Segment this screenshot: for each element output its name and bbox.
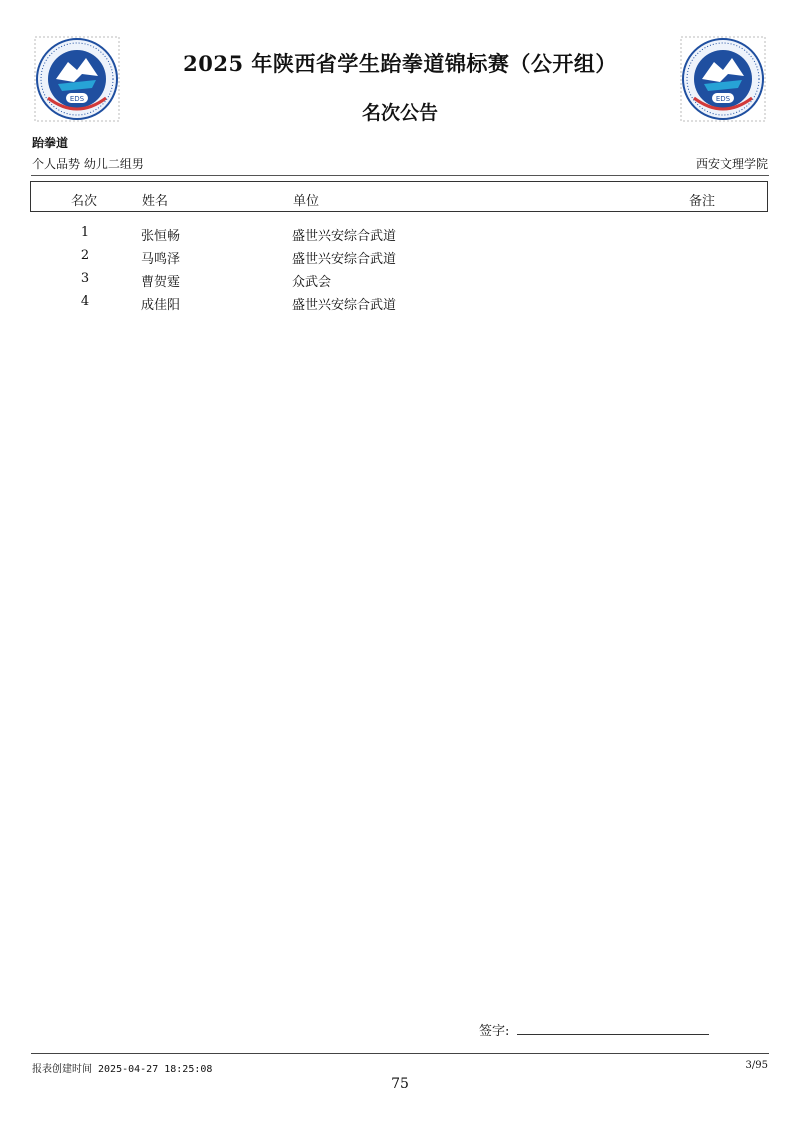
unit-cell: 众武会 <box>292 275 332 290</box>
page-number: 75 <box>391 1076 409 1092</box>
rank-cell: 2 <box>80 248 90 263</box>
event-label: 个人品势 幼儿二组男 <box>32 157 144 171</box>
unit-cell: 盛世兴安综合武道 <box>292 229 397 244</box>
name-cell: 曹贺霆 <box>141 275 181 290</box>
rank-cell: 1 <box>80 225 90 240</box>
page-info: 3/95 <box>745 1060 768 1071</box>
name-cell: 张恒畅 <box>141 229 181 244</box>
table-row <box>30 248 768 268</box>
sport-label: 跆拳道 <box>32 136 69 150</box>
report-created-time: 报表创建时间 2025-04-27 18:25:08 <box>32 1064 213 1075</box>
unit-cell: 盛世兴安综合武道 <box>292 298 397 313</box>
svg-text:EDS: EDS <box>715 95 731 103</box>
header-unit: 单位 <box>293 194 320 209</box>
header-remark: 备注 <box>689 194 716 209</box>
signature-label: 签字: <box>479 1024 510 1039</box>
table-row <box>30 294 768 314</box>
table-row <box>30 225 768 245</box>
name-cell: 成佳阳 <box>141 298 181 313</box>
name-cell: 马鸣泽 <box>141 252 181 267</box>
header-rank: 名次 <box>71 194 98 209</box>
header-name: 姓名 <box>142 194 169 209</box>
svg-text:EDS: EDS <box>69 95 85 103</box>
table-row <box>30 271 768 291</box>
unit-cell: 盛世兴安综合武道 <box>292 252 397 267</box>
meta-divider <box>31 175 769 176</box>
footer-divider <box>31 1053 769 1054</box>
venue-label: 西安文理学院 <box>695 157 768 171</box>
signature-line <box>517 1034 709 1035</box>
rank-cell: 4 <box>80 294 90 309</box>
table-header <box>30 181 768 212</box>
competition-title: 2025 年陕西省学生跆拳道锦标赛（公开组） <box>183 51 617 76</box>
rank-cell: 3 <box>80 271 90 286</box>
announcement-subtitle: 名次公告 <box>361 102 438 124</box>
